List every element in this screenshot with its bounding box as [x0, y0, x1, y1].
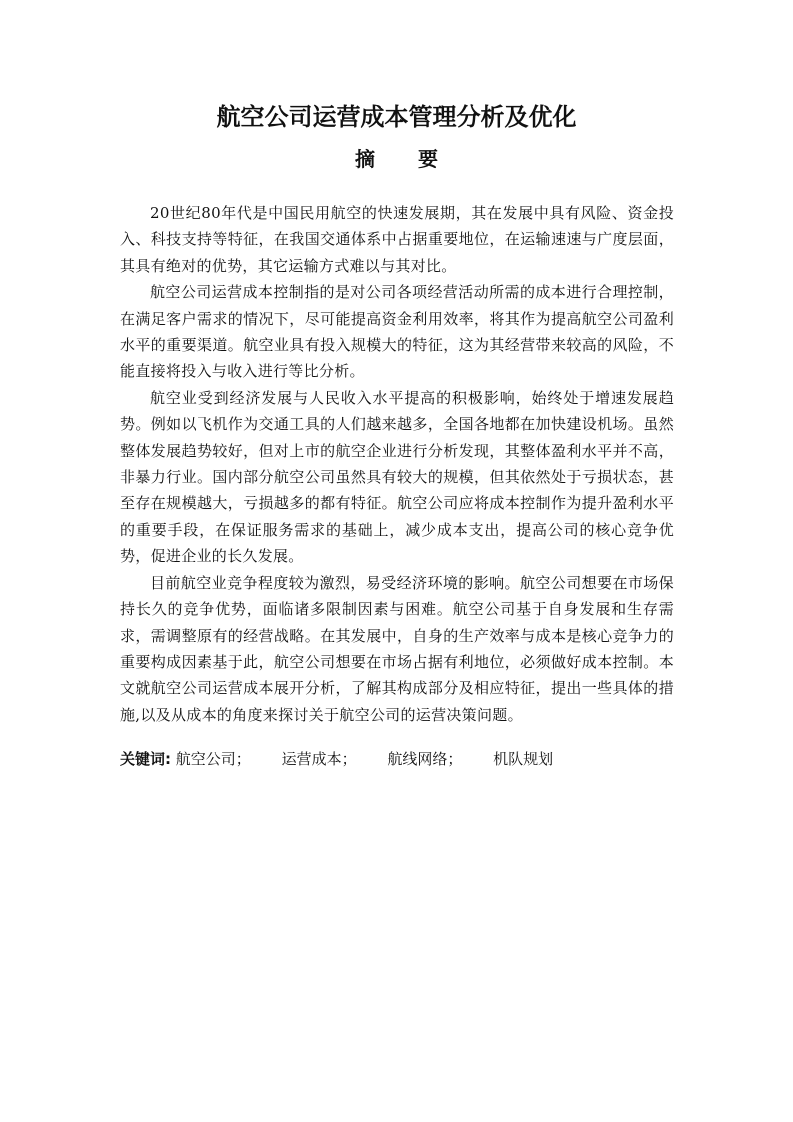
keyword-item: 机队规划: [493, 750, 554, 768]
abstract-paragraph: 目前航空业竞争程度较为激烈，易受经济环境的影响。航空公司想要在市场保持长久的竞争优势，面临诸多限制因素与困难。航空公司基于自身发展和生存需求，需调整原有的经营战略。在其发展中，自身的生产效率与成本是核心竞争力的重要构成因素基于此，航空公司想要在市场占据有利地位，必须做好成本控制。本文就航空公司运营成本展开分析，了解其构成部分及相应特征，提出一些具体的措施,以及从成本的角度来探讨关于航空公司的运营决策问题。: [120, 573, 674, 724]
abstract-paragraph: 20世纪80年代是中国民用航空的快速发展期，其在发展中具有风险、资金投入、科技支持等特征，在我国交通体系中占据重要地位，在运输速速与广度层面，其具有绝对的优势，其它运输方式难以与其对比。: [120, 204, 674, 275]
document-title: 航空公司运营成本管理分析及优化: [216, 103, 577, 131]
keywords-line: [120, 746, 674, 772]
keyword-item: 航线网络；: [387, 750, 463, 768]
abstract-paragraph: 航空业受到经济发展与人民收入水平提高的积极影响，始终处于增速发展趋势。例如以飞机作为交通工具的人们越来越多，全国各地都在加快建设机场。虽然整体发展趋势较好，但对上市的航空企业进行分析发现，其整体盈利水平并不高，非暴力行业。国内部分航空公司虽然具有较大的规模，但其依然处于亏损状态，甚至存在规模越大，亏损越多的都有特征。航空公司应将成本控制作为提升盈利水平的重要手段，在保证服务需求的基础上，减少成本支出，提高公司的核心竞争优势，促进企业的长久发展。: [120, 388, 674, 566]
abstract-paragraph: 航空公司运营成本控制指的是对公司各项经营活动所需的成本进行合理控制，在满足客户需求的情况下，尽可能提高资金利用效率，将其作为提高航空公司盈利水平的重要渠道。航空业具有投入规模大的特征，这为其经营带来较高的风险，不能直接将投入与收入进行等比分析。: [120, 283, 674, 381]
keyword-item: 运营成本；: [281, 750, 357, 768]
abstract-body: [120, 200, 674, 728]
keywords-label: 关键词:: [120, 750, 171, 768]
keyword-item: 航空公司；: [175, 750, 251, 768]
abstract-heading: 摘 要: [355, 147, 456, 171]
